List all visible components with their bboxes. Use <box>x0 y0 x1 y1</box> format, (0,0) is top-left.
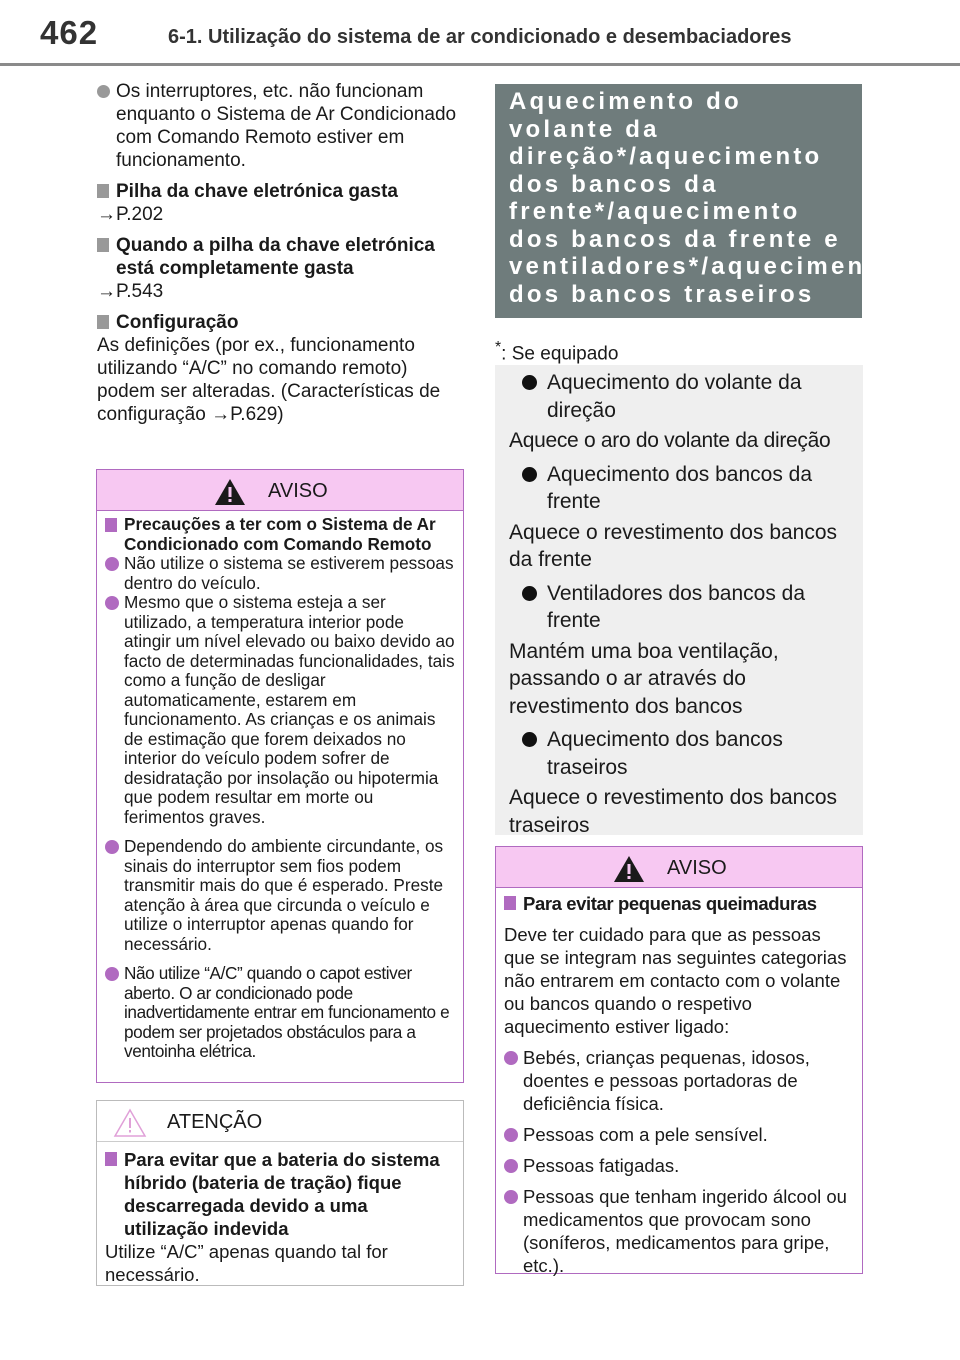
caution-box-header <box>97 1101 463 1142</box>
warning-item: Não utilize “A/C” quando o capot estiver aberto. O ar condicionado pode inadvertidamente entrar em funcionamento e podem ser projetados obstáculos para a ventoinha elétrica. <box>105 964 455 1062</box>
warning-box-header <box>496 847 862 888</box>
section-banner <box>495 84 895 318</box>
warning-item: Pessoas que tenham ingerido álcool ou medicamentos que provocam sono (soníferos, medicamentos para gripe, etc.). <box>504 1185 854 1277</box>
warning-item: Pessoas fatigadas. <box>504 1154 854 1177</box>
feature-title: Ventiladores dos bancos da frente <box>509 580 849 635</box>
caution-heading: Para evitar que a bateria do sistema híbrido (bateria de tração) fique descarregada devido a uma utilização indevida <box>105 1148 455 1240</box>
left-column <box>97 80 459 426</box>
feature-title: Aquecimento dos bancos traseiros <box>509 726 849 781</box>
warning-triangle-icon <box>612 854 646 884</box>
ref-battery-empty: →P.543 <box>97 281 164 302</box>
warning-heading: Para evitar pequenas queimaduras <box>504 892 854 915</box>
feature-desc: Aquece o revestimento dos bancos da frente <box>509 520 838 571</box>
heading-battery-low: Pilha da chave eletrónica gasta <box>97 180 459 203</box>
warning-item: Mesmo que o sistema esteja a ser utilizado, a temperatura interior pode atingir um nível elevado ou baixo devido ao facto de determinadas funcionalidades, tais como a função de desligar automaticamente, estarem em funcionamento. As crianças e os animais de estimação que forem deixados no interior do veículo podem sofrer de desidratação por insolação ou hipotermia que podem resultar em morte ou ferimentos graves. <box>105 593 455 827</box>
warning-triangle-icon <box>213 477 247 507</box>
intro-bullet: Os interruptores, etc. não funcionam enquanto o Sistema de Ar Condicionado com Comando Remoto estiver em funcionamento. <box>97 80 459 172</box>
configuration-text: As definições (por ex., funcionamento utilizando “A/C” no comando remoto) podem ser alteradas. (Características de configuração →P.629) <box>97 335 441 425</box>
caution-box <box>96 1100 464 1286</box>
warning-item: Bebés, crianças pequenas, idosos, doentes e pessoas portadoras de deficiência física. <box>504 1046 854 1115</box>
feature-title: Aquecimento dos bancos da frente <box>509 461 849 516</box>
warning-box-burns <box>495 846 863 1274</box>
heading-battery-empty: Quando a pilha da chave eletrónica está completamente gasta <box>97 234 459 280</box>
feature-desc: Aquece o aro do volante da direção <box>509 429 831 452</box>
ref-battery-low: →P.202 <box>97 204 164 225</box>
feature-title: Aquecimento do volante da direção <box>509 369 849 424</box>
heading-configuration: Configuração <box>97 311 459 334</box>
warning-label: AVISO <box>667 857 727 879</box>
footnote-text: : Se equipado <box>501 343 619 365</box>
warning-box-remote-ac <box>96 469 464 1083</box>
warning-item: Dependendo do ambiente circundante, os sinais do interruptor sem fios podem transmitir mais do que é esperado. Preste atenção à área que circunda o veículo e utilize o interruptor apenas quando for necessário. <box>105 837 455 954</box>
banner-title: Aquecimento do volante da direção*/aquecimento dos bancos da frente*/aquecimento dos bancos da frente e ventiladores*/aquecimento dos bancos traseiros <box>509 88 895 308</box>
warning-item: Pessoas com a pele sensível. <box>504 1123 854 1146</box>
warning-label: AVISO <box>268 480 328 502</box>
warning-heading: Precauções a ter com o Sistema de Ar Condicionado com Comando Remoto <box>105 515 455 554</box>
caution-label: ATENÇÃO <box>167 1111 263 1133</box>
warning-text: Deve ter cuidado para que as pessoas que se integram nas seguintes categorias não entrarem em contacto com o volante ou bancos quando o respetivo aquecimento estiver ligado: <box>504 924 847 1037</box>
footnote <box>495 336 618 365</box>
section-title: 6-1. Utilização do sistema de ar condicionado e desembaciadores <box>168 26 792 48</box>
caution-triangle-icon <box>113 1108 147 1138</box>
feature-desc: Mantém uma boa ventilação, passando o ar através do revestimento dos bancos <box>509 639 779 718</box>
features-box <box>495 365 863 835</box>
feature-desc: Aquece o revestimento dos bancos traseiros <box>509 786 838 837</box>
warning-item: Não utilize o sistema se estiverem pessoas dentro do veículo. <box>105 554 455 593</box>
header-divider <box>0 63 960 66</box>
page-number: 462 <box>40 14 99 51</box>
caution-text: Utilize “A/C” apenas quando tal for necessário. <box>105 1241 388 1285</box>
footnote-mark: * <box>495 339 502 356</box>
warning-box-header <box>97 470 463 511</box>
page-header <box>0 0 960 66</box>
